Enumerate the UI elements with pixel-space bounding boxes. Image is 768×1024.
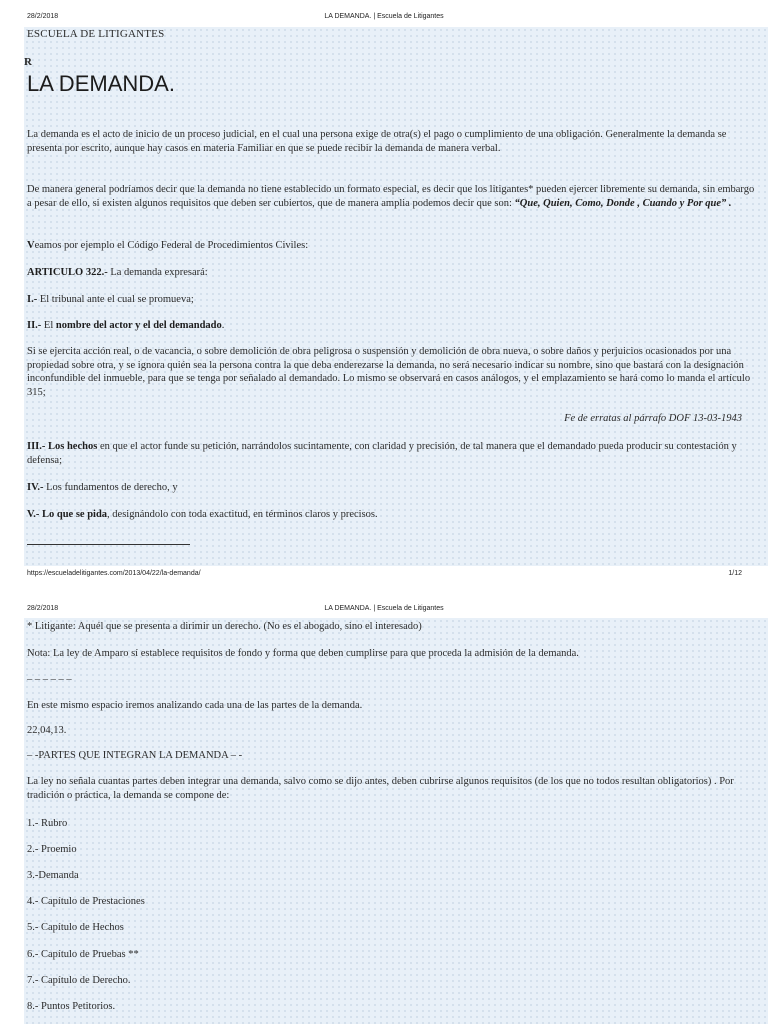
article-label: ARTICULO 322.- (27, 267, 108, 278)
page-title: LA DEMANDA. (27, 71, 175, 96)
si-paragraph: Si se ejercita acción real, o de vacancia, o sobre demolición de obra peligrosa o suspensión y demolición de obra nueva, o sobre daños y perjuicios ocasionados por una propiedad sobre otra, y se ignora quién sea la persona contra la que deba enderezarse la demanda, no será necesario indicar su nombre, sino que bastará con la designación inconfundible del inmueble, para que se tenga por señalado al demandado. Lo mismo se observará en casos análogos, y el emplazamiento se hará como lo manda el artículo 315; (27, 346, 751, 398)
print-url: https://escueladelitigantes.com/2013/04/22/la-demanda/ (27, 570, 201, 577)
fraction-ii (27, 319, 758, 333)
fraction-iii-text: en que el actor funde su petición, narrándolos sucintamente, con claridad y precisión, de tal manera que el demandado pueda producir su contestación y defensa; (27, 441, 737, 466)
list-item: 6.- Capítulo de Pruebas ** (27, 949, 139, 960)
fraction-v-label: V.- Lo que se pida (27, 509, 108, 520)
dash-separator: – – – – – – (27, 674, 72, 685)
list-item: 1.- Rubro (27, 818, 68, 829)
post-date: 22,04,13. (27, 725, 67, 736)
list-item: 4.- Capítulo de Prestaciones (27, 896, 145, 907)
veamos-initial: V (27, 240, 35, 251)
fraction-iv-label: IV.- (27, 482, 44, 493)
page-number: 1/12 (728, 570, 742, 577)
print-header-2 (0, 601, 768, 615)
errata-note: Fe de erratas al párrafo DOF 13-03-1943 (564, 413, 742, 424)
fraction-ii-end: . (221, 320, 225, 331)
article-322 (27, 266, 758, 280)
list-item: 3.-Demanda (27, 870, 79, 881)
fraction-iii-label: III.- Los hechos (27, 441, 98, 452)
page-1-content (24, 27, 768, 566)
print-date: 28/2/2018 (27, 13, 59, 20)
fraction-iii (27, 440, 758, 467)
fraction-ii-label: II.- (27, 320, 42, 331)
general-bold-text: “Que, Quien, Como, Donde , Cuando y Por que” . (514, 197, 732, 209)
fraction-i (27, 293, 758, 307)
article-text: La demanda expresará: (107, 267, 208, 278)
list-item: 7.- Capítulo de Derecho. (27, 975, 131, 986)
fraction-i-label: I.- (27, 294, 38, 305)
nota-paragraph: Nota: La ley de Amparo sí establece requisitos de fondo y forma que deben cumplirse para que proceda la admisión de la demanda. (27, 648, 579, 659)
fraction-iv-text: Los fundamentos de derecho, y (43, 482, 178, 493)
clipped-fragment: R (24, 56, 32, 68)
espacio-paragraph: En este mismo espacio iremos analizando cada una de las partes de la demanda. (27, 700, 363, 711)
intro-paragraph: La demanda es el acto de inicio de un proceso judicial, en el cual una persona exige de otra(s) el pago o cumplimiento de una obligación. Generalmente la demanda se presenta por escrito, aunque hay casos en materia Familiar en que se puede recibir la demanda de manera verbal. (27, 129, 727, 154)
partes-heading: – -PARTES QUE INTEGRAN LA DEMANDA – - (27, 750, 243, 761)
fraction-ii-bold: nombre del actor y el del demandado (55, 320, 222, 331)
fraction-v-text: , designándolo con toda exactitud, en términos claros y precisos. (107, 509, 378, 520)
veamos-paragraph (27, 239, 758, 253)
print-header (0, 9, 768, 23)
veamos-text: eamos por ejemplo el Código Federal de Procedimientos Civiles: (34, 240, 309, 251)
general-paragraph (27, 183, 758, 210)
fraction-iv (27, 481, 758, 495)
print-footer (0, 567, 768, 581)
general-text: De manera general podríamos decir que la demanda no tiene establecido un formato especial, es decir que los litigantes* pueden ejercer libremente su demanda, sin embargo a pesar de ello, si existen algunos requisitos que deben ser cubiertos, que de manera amplia podemos decir que son: (27, 184, 755, 209)
list-item: 8.- Puntos Petitorios. (27, 1001, 116, 1012)
fraction-i-text: El tribunal ante el cual se promueva; (37, 294, 194, 305)
litigante-footnote: * Litigante: Aquél que se presenta a dirimir un derecho. (No es el abogado, sino el interesado) (27, 621, 422, 632)
fraction-ii-text: El (41, 320, 56, 331)
site-name: ESCUELA DE LITIGANTES (27, 28, 165, 40)
page-2-content (24, 618, 768, 1024)
list-item: 5.- Capítulo de Hechos (27, 922, 124, 933)
fraction-v (27, 508, 758, 522)
ley-paragraph: La ley no señala cuantas partes deben integrar una demanda, salvo como se dijo antes, deben cubrirse algunos requisitos (de los que no todos resultan obligatorios) . Por tradición o práctica, la demanda se compone de: (27, 776, 734, 801)
print-date-2: 28/2/2018 (27, 605, 59, 612)
print-title-2: LA DEMANDA. | Escuela de Litigantes (324, 605, 444, 612)
footnote-divider (27, 544, 190, 545)
list-item: 2.- Proemio (27, 844, 77, 855)
print-title: LA DEMANDA. | Escuela de Litigantes (324, 13, 444, 20)
